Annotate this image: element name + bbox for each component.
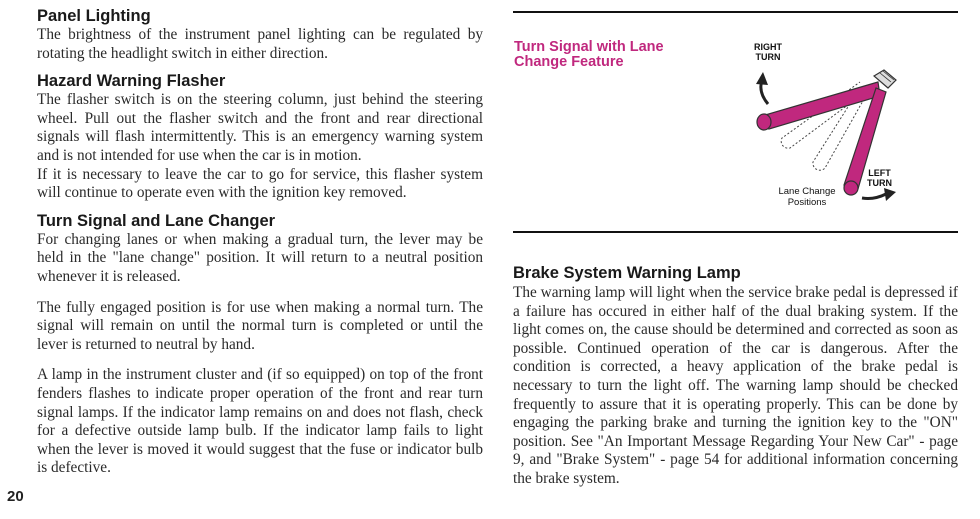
mid-rule: [513, 231, 958, 233]
hazard-heading: Hazard Warning Flasher: [37, 72, 226, 91]
turn-signal-lever-illustration: [740, 60, 910, 210]
brake-text: The warning lamp will light when the service brake pedal is depressed if a failure has occured in either half of the dual braking system. If the light comes on, the cause should be determined and corrected as soon as possible. Continued operation of the car is dangerous. After the condition is corrected, a heavy application of the brake pedal is necessary to turn the light off. The warning lamp should be checked frequently to assure that it is operating properly. This can be done by engaging the parking brake and turning the ignition key to the "ON" position. See "An Important Message Regarding Your New Car" - page 9, and "Brake System" - page 54 for additional information concerning the brake system.: [513, 284, 958, 487]
panel-lighting-heading: Panel Lighting: [37, 7, 151, 25]
lane-change-label: Lane Change Positions: [778, 186, 836, 208]
turn-signal-text-3: A lamp in the instrument cluster and (if so equipped) on top of the front fenders flashes to indicate proper operation of the front and rear turn signal lamps. If the indicator lamp remains on and does not flash, check for a defective outside lamp bulb. If the indicator lamp fails to light when the lever is moved it would suggest that the fuse or indicator bulb is defective.: [37, 366, 483, 477]
left-turn-arrow-icon: [862, 188, 896, 201]
brake-section: [513, 284, 958, 489]
turn-signal-text-2: The fully engaged position is for use when making a normal turn. The signal will remain on until the normal turn is completed or until the lever is returned to neutral by hand.: [37, 298, 483, 353]
hazard-text-1: The flasher switch is on the steering column, just behind the steering wheel. Pull out the flasher switch and the front and rear directional signals will flash intermittently. This is an emergency warning system and is not intended for use when the car is in motion.: [37, 91, 483, 164]
left-turn-label: LEFT TURN: [867, 168, 892, 188]
brake-heading: Brake System Warning Lamp: [513, 264, 741, 282]
left-column: [37, 6, 483, 478]
right-turn-label: RIGHT TURN: [754, 42, 782, 62]
right-turn-arrow-icon: [756, 72, 768, 104]
turn-signal-text-1: For changing lanes or when making a gradual turn, the lever may be held in the "lane change" position. It will return to a neutral position whenever it is released.: [37, 230, 483, 285]
page-number: 20: [7, 488, 24, 505]
turn-signal-heading: Turn Signal and Lane Changer: [37, 211, 276, 230]
lever-upper: [757, 82, 880, 130]
hazard-text-2: If it is necessary to leave the car to go for service, this flasher system will continue to operate even with the ignition key removed.: [37, 165, 483, 202]
top-rule: [513, 11, 958, 13]
figure-title: Turn Signal with Lane Change Feature: [514, 39, 664, 70]
panel-lighting-text: The brightness of the instrument panel lighting can be regulated by rotating the headlight switch in either direction.: [37, 26, 483, 62]
